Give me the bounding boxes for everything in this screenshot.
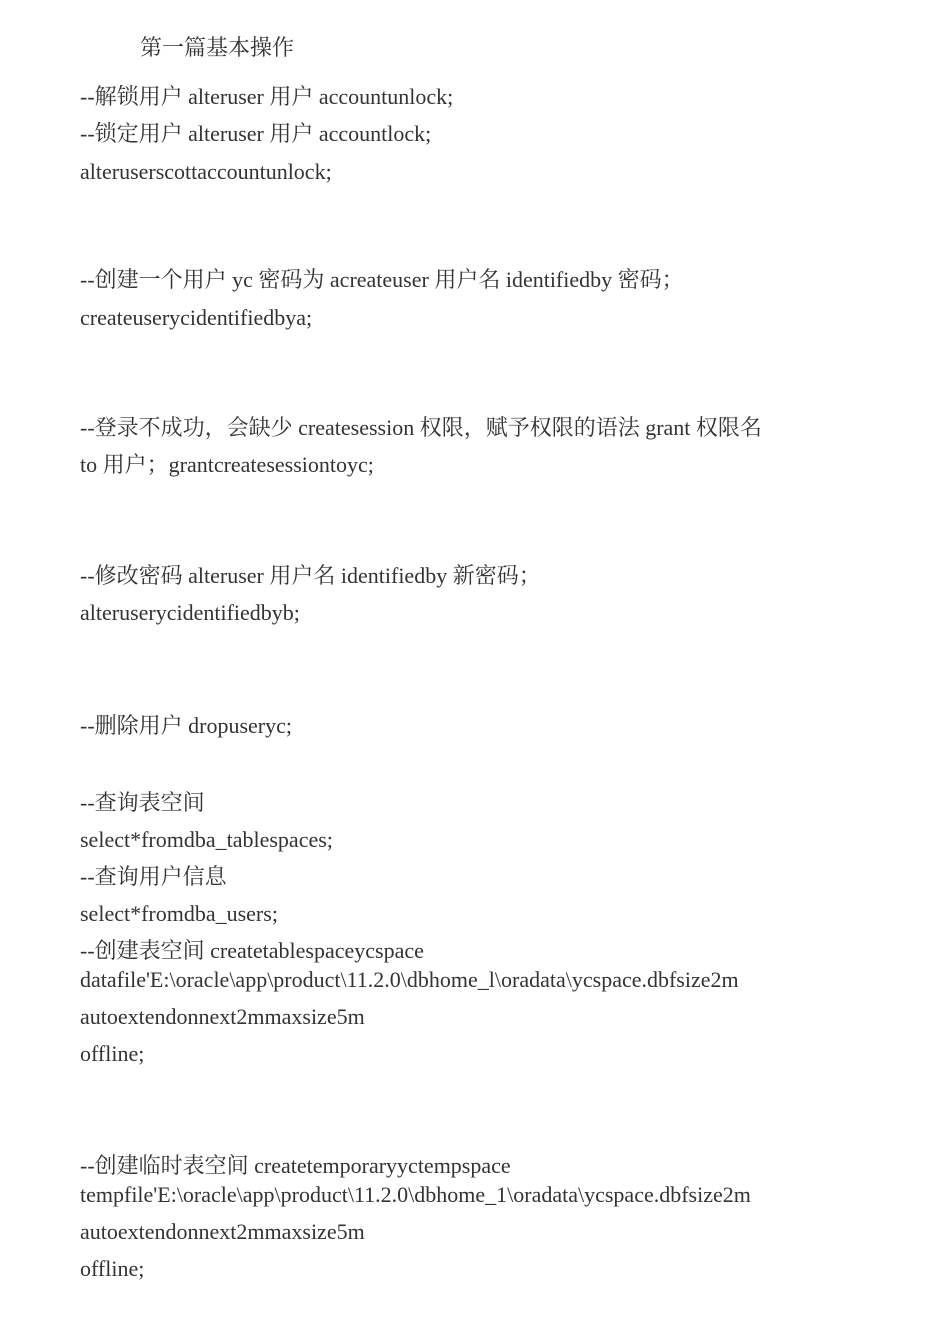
text-line-tempfile-path: tempfile'E:\oracle\app\product\11.2.0\dbhome_1\oradata\ycspace.dbfsize2m bbox=[80, 1182, 751, 1207]
text-line-query-tablespace-comment: --查询表空间 bbox=[80, 790, 205, 815]
text-line-query-tablespace: select*fromdba_tablespaces; bbox=[80, 827, 333, 852]
text-line-datafile-path: datafile'E:\oracle\app\product\11.2.0\dbhome_l\oradata\ycspace.dbfsize2m bbox=[80, 967, 739, 992]
text-line-create-tablespace-comment: --创建表空间 createtablespaceycspace bbox=[80, 938, 424, 963]
text-line-grant-session: to 用户；grantcreatesessiontoyc; bbox=[80, 452, 374, 477]
text-line-query-users: select*fromdba_users; bbox=[80, 901, 278, 926]
text-line-create-temp-tablespace-comment: --创建临时表空间 createtemporaryyctempspace bbox=[80, 1153, 511, 1178]
text-line-unlock-scott: alteruserscottaccountunlock; bbox=[80, 159, 332, 184]
text-line-query-users-comment: --查询用户信息 bbox=[80, 864, 227, 889]
text-line-temp-offline: offline; bbox=[80, 1256, 145, 1281]
text-line-lock-user: --锁定用户 alteruser 用户 accountlock; bbox=[80, 121, 432, 146]
text-line-login-failure-comment: --登录不成功，会缺少 createsession 权限，赋予权限的语法 grant 权限名 bbox=[80, 415, 762, 440]
page-title: 第一篇基本操作 bbox=[140, 35, 295, 60]
text-line-autoextend: autoextendonnext2mmaxsize5m bbox=[80, 1004, 365, 1029]
text-line-temp-autoextend: autoextendonnext2mmaxsize5m bbox=[80, 1219, 365, 1244]
text-line-create-user-comment: --创建一个用户 yc 密码为 acreateuser 用户名 identifiedby 密码； bbox=[80, 267, 684, 292]
text-line-unlock-user: --解锁用户 alteruser 用户 accountunlock; bbox=[80, 84, 454, 109]
text-line-drop-user: --删除用户 dropuseryc; bbox=[80, 713, 293, 738]
text-line-change-password-comment: --修改密码 alteruser 用户名 identifiedby 新密码； bbox=[80, 563, 541, 588]
text-line-offline: offline; bbox=[80, 1041, 145, 1066]
text-line-change-password: alteruserycidentifiedbyb; bbox=[80, 600, 300, 625]
text-line-create-user: createuserycidentifiedbya; bbox=[80, 305, 313, 330]
